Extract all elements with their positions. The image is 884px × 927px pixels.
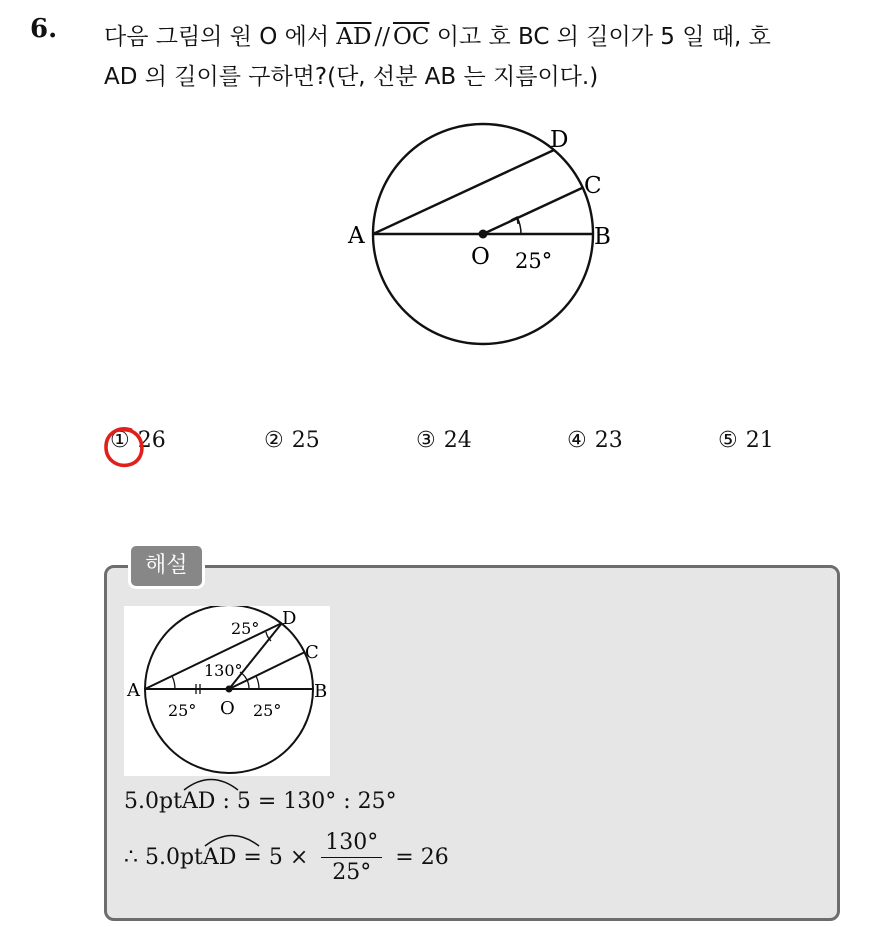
solution-label-b: B <box>314 681 328 702</box>
choice-5-value: 21 <box>745 428 774 453</box>
segment-oc: $\overline{OC}$ <box>392 24 430 50</box>
segment-ad: $\overline{AD}$ <box>336 24 372 50</box>
arc-angle-a <box>172 676 175 689</box>
arc-symbol <box>203 831 261 847</box>
choice-3-marker: ③ <box>416 428 436 453</box>
label-o: O <box>471 244 490 270</box>
fraction-numerator: 130° <box>321 830 382 858</box>
eq1-prefix: 5.0pt <box>124 789 182 814</box>
label-a: A <box>348 223 365 249</box>
question-line-1 <box>104 18 771 51</box>
choice-2-value: 25 <box>291 428 320 453</box>
solution-figure <box>124 606 330 776</box>
label-c: C <box>584 173 602 199</box>
angle-label: 25° <box>515 249 553 273</box>
choice-5[interactable] <box>718 428 774 453</box>
fraction <box>321 830 382 885</box>
eq2-prefix: ∴ 5.0pt <box>124 845 203 870</box>
eq1-arc-ad <box>182 789 216 814</box>
eq2-arc-text: AD <box>202 845 237 870</box>
question-number: 6. <box>30 14 58 44</box>
choice-4[interactable] <box>567 428 623 453</box>
choice-1-marker: ① <box>110 428 130 453</box>
solution-label-c: C <box>305 642 319 663</box>
arc-angle-b <box>256 676 259 689</box>
solution-equation-2 <box>124 830 449 885</box>
circle-figure <box>340 118 640 368</box>
radius-oc <box>483 188 582 234</box>
question-line-2: AD 의 길이를 구하면?(단, 선분 AB 는 지름이다.) <box>104 64 599 90</box>
eq1-rest: : 5 = 130° : 25° <box>215 789 397 814</box>
label-b: B <box>594 224 611 250</box>
choice-1-value: 26 <box>137 428 166 453</box>
solution-label: 해설 <box>128 543 205 589</box>
fraction-denominator: 25° <box>332 860 372 885</box>
arc-symbol <box>182 775 240 791</box>
solution-center-dot <box>226 686 233 693</box>
solution-angle-top: 25° <box>231 619 260 638</box>
choice-3-value: 24 <box>443 428 472 453</box>
choice-3[interactable] <box>416 428 472 453</box>
label-d: D <box>550 127 569 153</box>
solution-label-o: O <box>220 698 235 719</box>
parallel-symbol: // <box>374 24 390 50</box>
center-dot <box>479 230 488 239</box>
choice-4-marker: ④ <box>567 428 587 453</box>
solution-angle-right: 25° <box>253 701 282 720</box>
eq1-arc-text: AD <box>181 789 216 814</box>
eq2-arc-ad <box>203 845 237 870</box>
solution-equation-1 <box>124 789 397 814</box>
choice-2-marker: ② <box>264 428 284 453</box>
eq2-end: = 26 <box>388 845 449 870</box>
question-text-a: 다음 그림의 원 O 에서 <box>104 24 337 50</box>
choice-5-marker: ⑤ <box>718 428 738 453</box>
solution-label-d: D <box>282 608 297 629</box>
question-text-b: 이고 호 BC 의 길이가 5 일 때, 호 <box>429 24 771 50</box>
eq2-mid: = 5 × <box>236 845 316 870</box>
answer-highlight-circle <box>101 424 147 470</box>
choice-2[interactable] <box>264 428 320 453</box>
solution-angle-center: 130° <box>204 661 243 680</box>
choice-4-value: 23 <box>594 428 623 453</box>
solution-angle-left: 25° <box>168 701 197 720</box>
solution-label-a: A <box>127 680 140 701</box>
